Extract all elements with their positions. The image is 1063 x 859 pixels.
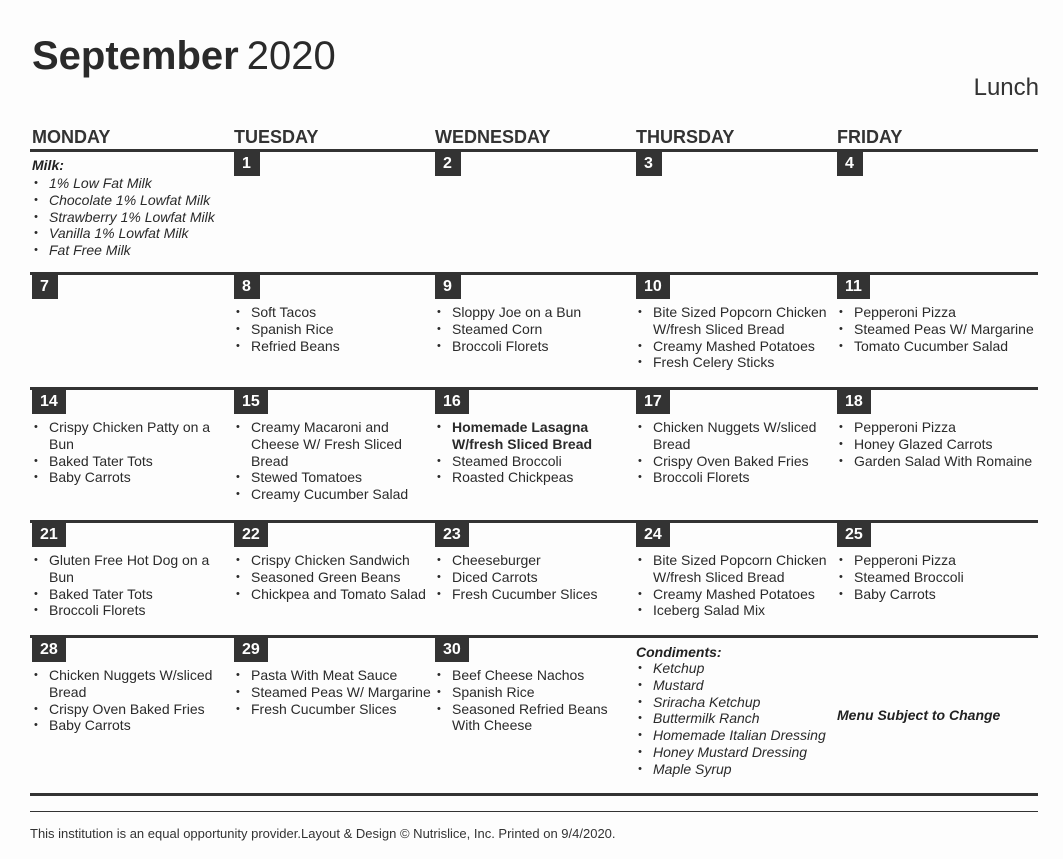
menu-item: • Broccoli Florets xyxy=(32,602,230,619)
date-badge: 2 xyxy=(435,152,461,176)
list-item: • Fat Free Milk xyxy=(32,242,230,259)
date-badge: 23 xyxy=(435,523,469,547)
menu-list xyxy=(837,552,1035,602)
menu-item: • Fresh Cucumber Slices xyxy=(234,701,432,718)
date-badge: 24 xyxy=(636,523,670,547)
menu-item: • Pepperoni Pizza xyxy=(837,304,1035,321)
menu-item: • Fresh Cucumber Slices xyxy=(435,586,633,603)
menu-item: • Seasoned Green Beans xyxy=(234,569,432,586)
list-item: • Homemade Italian Dressing xyxy=(636,727,834,744)
list-item: • Ketchup xyxy=(636,660,834,677)
year-label: 2020 xyxy=(246,34,336,78)
list-item: • Chocolate 1% Lowfat Milk xyxy=(32,192,230,209)
date-badge: 30 xyxy=(435,638,469,662)
footer-text: This institution is an equal opportunity provider.Layout & Design © Nutrislice, Inc. Printed on 9/4/2020. xyxy=(30,826,616,841)
day-cell xyxy=(435,638,633,734)
menu-item: • Stewed Tomatoes xyxy=(234,469,432,486)
day-cell xyxy=(234,275,432,354)
date-badge: 11 xyxy=(837,275,870,299)
menu-item: • Seasoned Refried Beans With Cheese xyxy=(435,701,633,735)
menu-item: • Steamed Peas W/ Margarine xyxy=(837,321,1035,338)
menu-item: • Pepperoni Pizza xyxy=(837,552,1035,569)
footer-rule xyxy=(30,811,1038,812)
menu-item: • Bite Sized Popcorn Chicken W/fresh Sliced Bread xyxy=(636,552,834,586)
menu-item: • Fresh Celery Sticks xyxy=(636,354,834,371)
date-badge: 10 xyxy=(636,275,670,299)
menu-item: • Crispy Chicken Sandwich xyxy=(234,552,432,569)
date-badge: 8 xyxy=(234,275,260,299)
menu-item: • Baby Carrots xyxy=(837,586,1035,603)
day-cell xyxy=(636,390,834,486)
condiments-list xyxy=(636,660,834,778)
menu-item: • Creamy Cucumber Salad xyxy=(234,486,432,503)
date-badge: 21 xyxy=(32,523,66,547)
menu-item: • Crispy Chicken Patty on a Bun xyxy=(32,419,230,453)
bottom-rule xyxy=(30,793,1038,796)
day-cell xyxy=(837,152,1035,176)
day-header-tuesday: TUESDAY xyxy=(234,127,319,147)
date-badge: 29 xyxy=(234,638,268,662)
day-header-friday: FRIDAY xyxy=(837,127,903,147)
menu-item: • Steamed Corn xyxy=(435,321,633,338)
list-item: • Sriracha Ketchup xyxy=(636,694,834,711)
list-item: • Mustard xyxy=(636,677,834,694)
day-cell xyxy=(435,390,633,486)
menu-list xyxy=(234,552,432,602)
milk-list xyxy=(32,175,230,259)
milk-title: Milk: xyxy=(32,157,64,173)
menu-note: Menu Subject to Change xyxy=(837,707,1001,723)
menu-list xyxy=(234,304,432,354)
date-badge: 3 xyxy=(636,152,662,176)
day-cell xyxy=(435,152,633,176)
day-cell xyxy=(32,275,230,299)
menu-list xyxy=(837,304,1035,354)
menu-item: • Creamy Macaroni and Cheese W/ Fresh Sliced Bread xyxy=(234,419,432,469)
day-header-wednesday: WEDNESDAY xyxy=(435,127,551,147)
day-cell xyxy=(636,523,834,619)
menu-item: • Crispy Oven Baked Fries xyxy=(32,701,230,718)
condiments-cell xyxy=(636,644,834,778)
day-cell xyxy=(234,523,432,602)
menu-item: • Bite Sized Popcorn Chicken W/fresh Sliced Bread xyxy=(636,304,834,338)
date-badge: 17 xyxy=(636,390,670,414)
list-item: • Strawberry 1% Lowfat Milk xyxy=(32,209,230,226)
menu-item: • Pepperoni Pizza xyxy=(837,419,1035,436)
menu-item: • Steamed Broccoli xyxy=(837,569,1035,586)
menu-item: • Spanish Rice xyxy=(435,684,633,701)
list-item: • Maple Syrup xyxy=(636,761,834,778)
day-cell xyxy=(234,390,432,503)
day-cell xyxy=(435,523,633,602)
menu-item: • Steamed Broccoli xyxy=(435,453,633,470)
menu-item: • Baby Carrots xyxy=(32,717,230,734)
day-cell xyxy=(32,390,230,486)
day-cell xyxy=(837,390,1035,469)
date-badge: 16 xyxy=(435,390,469,414)
menu-item: • Sloppy Joe on a Bun xyxy=(435,304,633,321)
menu-list xyxy=(435,667,633,734)
menu-item: • Baby Carrots xyxy=(32,469,230,486)
date-badge: 18 xyxy=(837,390,871,414)
menu-list xyxy=(32,552,230,619)
day-cell xyxy=(32,523,230,619)
date-badge: 25 xyxy=(837,523,871,547)
menu-item: • Tomato Cucumber Salad xyxy=(837,338,1035,355)
list-item: • Buttermilk Ranch xyxy=(636,710,834,727)
day-cell xyxy=(636,275,834,371)
menu-item: • Diced Carrots xyxy=(435,569,633,586)
menu-item: • Iceberg Salad Mix xyxy=(636,602,834,619)
menu-item: • Chickpea and Tomato Salad xyxy=(234,586,432,603)
menu-item: • Chicken Nuggets W/sliced Bread xyxy=(636,419,834,453)
condiments-title: Condiments: xyxy=(636,644,722,660)
menu-item: • Baked Tater Tots xyxy=(32,453,230,470)
day-cell xyxy=(837,523,1035,602)
menu-item: • Beef Cheese Nachos xyxy=(435,667,633,684)
menu-list xyxy=(435,552,633,602)
day-header-thursday: THURSDAY xyxy=(636,127,735,147)
menu-list xyxy=(837,419,1035,469)
menu-list xyxy=(32,667,230,734)
day-header-monday: MONDAY xyxy=(32,127,111,147)
date-badge: 4 xyxy=(837,152,863,176)
menu-list xyxy=(435,419,633,486)
meal-label: Lunch xyxy=(973,74,1039,101)
menu-item: • Spanish Rice xyxy=(234,321,432,338)
menu-list xyxy=(32,419,230,486)
list-item: • 1% Low Fat Milk xyxy=(32,175,230,192)
date-badge: 7 xyxy=(32,275,58,299)
date-badge: 22 xyxy=(234,523,268,547)
menu-item: • Gluten Free Hot Dog on a Bun xyxy=(32,552,230,586)
day-cell xyxy=(32,638,230,734)
menu-list xyxy=(636,552,834,619)
menu-list xyxy=(435,304,633,354)
menu-item: • Broccoli Florets xyxy=(435,338,633,355)
menu-item: • Creamy Mashed Potatoes xyxy=(636,586,834,603)
menu-item: • Broccoli Florets xyxy=(636,469,834,486)
page-title xyxy=(32,34,336,78)
menu-item: • Crispy Oven Baked Fries xyxy=(636,453,834,470)
date-badge: 9 xyxy=(435,275,461,299)
menu-list xyxy=(636,419,834,486)
day-cell xyxy=(636,152,834,176)
menu-item: • Pasta With Meat Sauce xyxy=(234,667,432,684)
menu-item: • Roasted Chickpeas xyxy=(435,469,633,486)
menu-list xyxy=(234,667,432,717)
date-badge: 28 xyxy=(32,638,66,662)
list-item: • Vanilla 1% Lowfat Milk xyxy=(32,225,230,242)
day-cell xyxy=(234,152,432,176)
menu-item: • Chicken Nuggets W/sliced Bread xyxy=(32,667,230,701)
menu-list xyxy=(636,304,834,371)
list-item: • Honey Mustard Dressing xyxy=(636,744,834,761)
menu-list xyxy=(234,419,432,503)
menu-item: • Soft Tacos xyxy=(234,304,432,321)
date-badge: 1 xyxy=(234,152,260,176)
date-badge: 15 xyxy=(234,390,268,414)
month-label: September xyxy=(32,34,239,78)
date-badge: 14 xyxy=(32,390,66,414)
menu-item-featured: • Homemade Lasagna W/fresh Sliced Bread xyxy=(435,419,633,453)
day-cell xyxy=(837,275,1035,354)
menu-item: • Garden Salad With Romaine xyxy=(837,453,1035,470)
menu-item: • Steamed Peas W/ Margarine xyxy=(234,684,432,701)
menu-item: • Refried Beans xyxy=(234,338,432,355)
day-cell xyxy=(234,638,432,717)
menu-item: • Honey Glazed Carrots xyxy=(837,436,1035,453)
menu-item: • Cheeseburger xyxy=(435,552,633,569)
menu-item: • Baked Tater Tots xyxy=(32,586,230,603)
menu-item: • Creamy Mashed Potatoes xyxy=(636,338,834,355)
milk-cell xyxy=(32,157,230,259)
day-cell xyxy=(435,275,633,354)
